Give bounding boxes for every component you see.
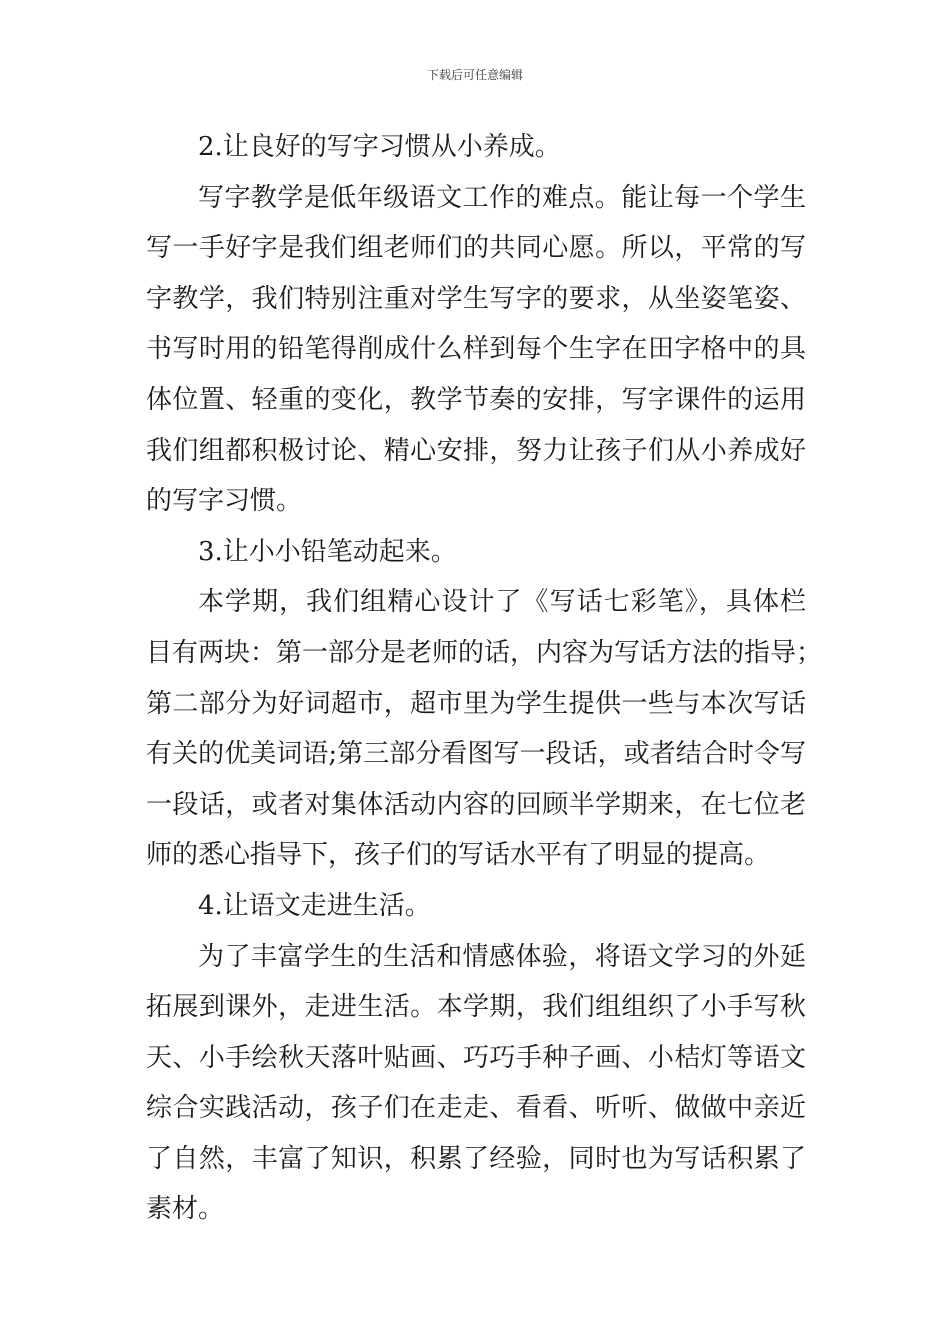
paragraph-line: 目有两块：第一部分是老师的话，内容为写话方法的指导； — [146, 637, 823, 668]
paragraph-first-line: 3.让小小铅笔动起来。 — [198, 536, 457, 567]
paragraph-first-line: 2.让良好的写字习惯从小养成。 — [198, 132, 561, 162]
paragraph-line: 有关的优美词语;第三部分看图写一段话，或者结合时令写 — [146, 739, 806, 770]
paragraph-line: 综合实践活动，孩子们在走走、看看、听听、做做中亲近 — [146, 1093, 806, 1124]
paragraph-line: 写一手好字是我们组老师们的共同心愿。所以，平常的写 — [146, 233, 806, 264]
header-note: 下载后可任意编辑 — [426, 68, 523, 82]
paragraph-line: 字教学，我们特别注重对学生写字的要求，从坐姿笔姿、 — [146, 283, 806, 314]
paragraph-first-line: 为了丰富学生的生活和情感体验，将语文学习的外延 — [198, 941, 806, 972]
paragraph-line: 第二部分为好词超市，超市里为学生提供一些与本次写话 — [146, 688, 806, 719]
document-body — [146, 122, 823, 1235]
paragraph-line: 体位置、轻重的变化，教学节奏的安排，写字课件的运用 — [146, 384, 806, 415]
paragraph-line: 一段话，或者对集体活动内容的回顾半学期来，在七位老 — [146, 789, 806, 820]
paragraph-line: 的写字习惯。 — [146, 486, 303, 517]
paragraph-line: 我们组都积极讨论、精心安排，努力让孩子们从小养成好 — [146, 435, 806, 466]
paragraph-first-line: 本学期，我们组精心设计了《写话七彩笔》，具体栏 — [198, 587, 806, 618]
paragraph-line: 师的悉心指导下，孩子们的写话水平有了明显的提高。 — [146, 840, 771, 871]
paragraph-first-line: 写字教学是低年级语文工作的难点。能让每一个学生 — [198, 182, 806, 213]
paragraph-line: 拓展到课外，走进生活。本学期，我们组组织了小手写秋 — [146, 992, 806, 1023]
paragraph-first-line: 4.让语文走进生活。 — [198, 890, 431, 921]
paragraph-line: 了自然，丰富了知识，积累了经验，同时也为写话积累了 — [146, 1143, 806, 1174]
paragraph-line: 书写时用的铅笔得削成什么样到每个生字在田字格中的具 — [146, 334, 806, 365]
paragraph-line: 素材。 — [146, 1194, 225, 1225]
paragraph-line: 天、小手绘秋天落叶贴画、巧巧手种子画、小桔灯等语文 — [146, 1042, 806, 1073]
